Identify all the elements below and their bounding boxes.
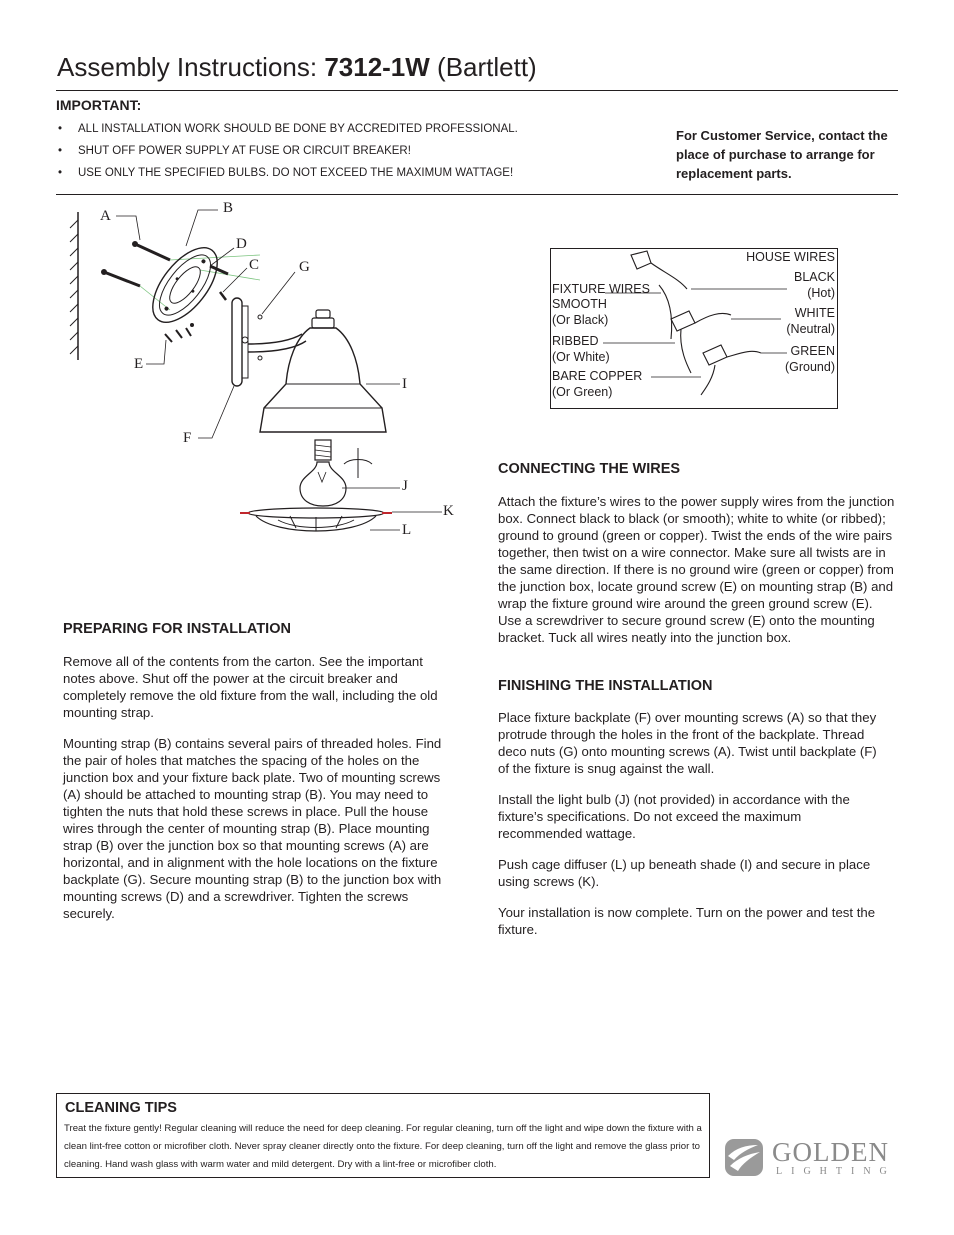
wire-or-green: (Or Green) (552, 385, 613, 399)
wire-ribbed: RIBBED (552, 334, 599, 348)
finishing-paragraph: Push cage diffuser (L) up beneath shade (I) and secure in place using screws (K). (498, 857, 871, 889)
assembly-diagram (60, 200, 480, 545)
label-a: A (100, 208, 111, 224)
logo-sub: LIGHTING (776, 1166, 896, 1177)
finishing-body (498, 709, 888, 952)
wire-fixture: FIXTURE WIRES (552, 282, 650, 296)
label-e: E (134, 356, 144, 372)
wire-neutral: (Neutral) (786, 322, 835, 336)
wire-house: HOUSE WIRES (746, 250, 835, 264)
label-f: F (183, 430, 192, 446)
cage-diffuser (240, 508, 392, 531)
label-j: J (402, 478, 408, 494)
section-rule (56, 194, 898, 195)
wire-or-white: (Or White) (552, 350, 610, 364)
wire-black: BLACK (794, 270, 835, 284)
title-rule (56, 90, 898, 91)
model-number: 7312-1W (324, 52, 430, 82)
connecting-heading: CONNECTING THE WIRES (498, 461, 681, 477)
important-item: • USE ONLY THE SPECIFIED BULBS. DO NOT EXCEED THE MAXIMUM WATTAGE! (56, 164, 646, 186)
wire-or-black: (Or Black) (552, 313, 609, 327)
page-title: Assembly Instructions: 7312-1W (Bartlett) (57, 52, 537, 82)
shade (260, 310, 386, 432)
wire-green: GREEN (790, 344, 835, 358)
finishing-paragraph: Your installation is now complete. Turn on the power and test the fixture. (498, 905, 876, 937)
wiring-diagram (550, 248, 838, 409)
backplate (232, 298, 242, 386)
logo-swoosh-icon (724, 1138, 768, 1178)
finishing-heading: FINISHING THE INSTALLATION (498, 678, 713, 694)
important-item: • SHUT OFF POWER SUPPLY AT FUSE OR CIRCUIT BREAKER! (56, 142, 646, 164)
label-k: K (443, 503, 454, 519)
connecting-paragraph: Attach the fixture’s wires to the power supply wires from the junction box. Connect black to black (or smooth); white to white (or ribbed); ground to ground (green or copper). Twist the ends of the wire pairs together, then twist on a wire connector. Make sure all twists are in the same direction. If there is no ground wire (green or copper) from the junction box, locate ground screw (E) on mounting strap (B) and wrap the fixture ground wire around the green ground screw (E). Use a screwdriver to secure ground screw (E) onto the mounting bracket. Tuck all wires neatly into the junction box. (498, 494, 895, 645)
golden-lighting-logo (724, 1138, 900, 1180)
wire-hot: (Hot) (807, 286, 835, 300)
wire-smooth: SMOOTH (552, 297, 607, 311)
wire-ground: (Ground) (784, 360, 835, 374)
logo-word: GOLDEN (772, 1137, 889, 1167)
label-c: C (249, 257, 260, 273)
cleaning-tips-box (56, 1093, 710, 1178)
connecting-body (498, 493, 898, 660)
label-l: L (402, 522, 412, 538)
finishing-paragraph: Install the light bulb (J) (not provided) in accordance with the fixture’s specifications. Do not exceed the maximum recommended wattage. (498, 792, 850, 841)
preparing-heading: PREPARING FOR INSTALLATION (63, 621, 291, 637)
preparing-paragraph: Remove all of the contents from the carton. See the important notes above. Shut off the power at the circuit breaker and completely remove the old fixture from the wall, including the old mounting strap. (63, 654, 438, 720)
preparing-body (63, 653, 458, 936)
label-i: I (402, 376, 407, 392)
screw-a-head (132, 241, 138, 247)
wire-white: WHITE (794, 306, 835, 320)
wire-bare-copper: BARE COPPER (552, 369, 643, 383)
light-bulb (300, 440, 346, 506)
label-b: B (223, 200, 234, 216)
cleaning-heading: CLEANING TIPS (65, 1100, 177, 1116)
important-heading: IMPORTANT: (56, 97, 142, 113)
label-d: D (236, 236, 247, 252)
label-g: G (299, 259, 310, 275)
important-item: • ALL INSTALLATION WORK SHOULD BE DONE BY ACCREDITED PROFESSIONAL. (56, 120, 646, 142)
preparing-paragraph: Mounting strap (B) contains several pairs of threaded holes. Find the pair of holes that matches the spacing of the holes on the junction box and your fixture back plate. Two of mounting screws (A) should be attached to mounting strap (B). You may need to tighten the nuts that hold these screws in place. Pull the house wires through the center of mounting strap (B). Place mounting strap (B) over the junction box so that mounting screws (A) are horizontal, and in alignment with the hole locations on the fixture backplate (G). Secure mounting strap (B) to the junction box with mounting screws (D) and a screwdriver. Tighten the screws securely. (63, 736, 442, 921)
important-list (56, 120, 646, 186)
customer-service-note: For Customer Service, contact the place of purchase to arrange for replacement parts. (676, 128, 888, 181)
finishing-paragraph: Place fixture backplate (F) over mounting screws (A) so that they protrude through the holes in the front of the backplate. Thread deco nuts (G) onto mounting screws (A). Twist until backplate (F) of the fixture is snug against the wall. (498, 710, 877, 776)
cleaning-text: Treat the fixture gently! Regular cleaning will reduce the need for deep cleaning. For regular cleaning, turn off the light and wipe down the fixture with a clean lint-free cotton or microfiber cloth. Never spray cleaner directly onto the fixture. For deep cleaning, turn off the light and remove the glass prior to cleaning. Hand wash glass with warm water and mild detergent. Dry with a lint-free or microfiber cloth. (64, 1123, 702, 1170)
